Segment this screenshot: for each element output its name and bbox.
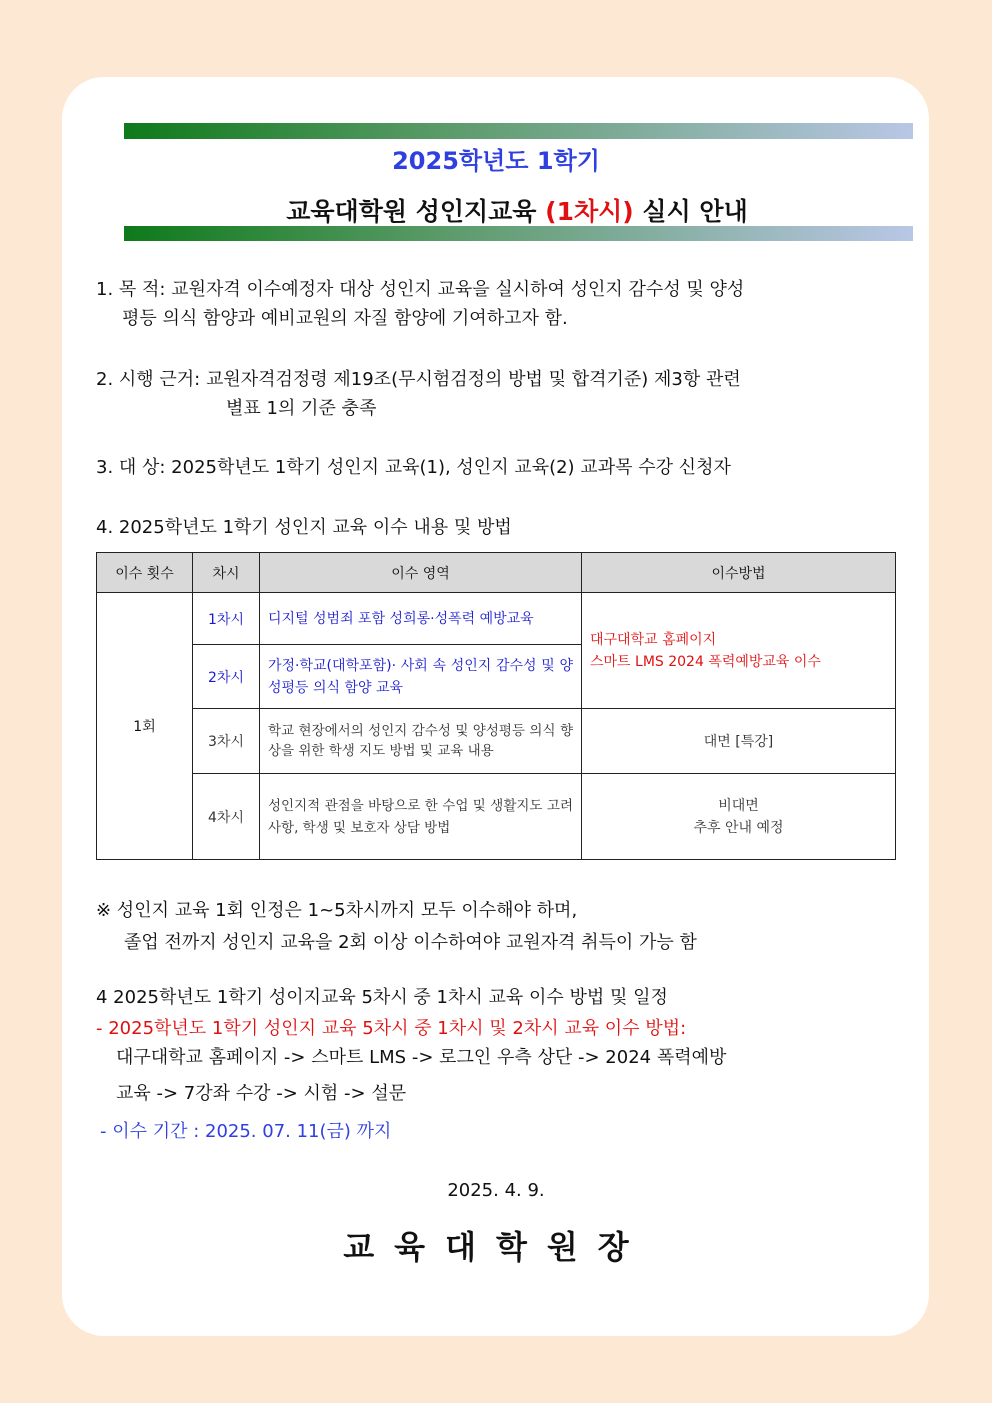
header-area: 이수 영역 xyxy=(260,553,582,593)
title-suffix: 실시 안내 xyxy=(633,197,748,226)
session-cell: 1차시 xyxy=(193,593,260,645)
count-cell: 1회 xyxy=(97,593,193,860)
section-content-heading: 4. 2025학년도 1학기 성인지 교육 이수 내용 및 방법 xyxy=(96,517,512,538)
schedule-path-line2: 교육 -> 7강좌 수강 -> 시험 -> 설문 xyxy=(116,1083,407,1104)
signature: 교육대학원장 xyxy=(343,1228,649,1266)
title-session: (1차시) xyxy=(545,197,634,226)
title-line2 xyxy=(0,192,992,228)
method-line1: 비대면 xyxy=(718,797,759,814)
basis-line1: 2. 시행 근거: 교원자격검정령 제19조(무시험검정의 방법 및 합격기준) 제3항 관련 xyxy=(96,369,741,390)
table-row xyxy=(97,709,896,774)
schedule-heading: 4 2025학년도 1학기 성이지교육 5차시 중 1차시 교육 이수 방법 및 일정 xyxy=(96,987,668,1008)
method-cell xyxy=(582,774,896,860)
schedule-period: - 이수 기간 : 2025. 07. 11(금) 까지 xyxy=(100,1121,392,1142)
title-line1: 2025학년도 1학기 xyxy=(392,147,600,175)
note xyxy=(96,895,697,959)
area-cell: 가정·학교(대학포함)· 사회 속 성인지 감수성 및 양성평등 의식 함양 교육 xyxy=(260,645,582,709)
section-purpose xyxy=(96,275,744,333)
method-cell: 대면 [특강] xyxy=(582,709,896,774)
method-line2: 추후 안내 예정 xyxy=(693,819,784,836)
session-cell: 3차시 xyxy=(193,709,260,774)
session-cell: 4차시 xyxy=(193,774,260,860)
basis-line2: 별표 1의 기준 충족 xyxy=(226,398,377,419)
method-online-line2: 스마트 LMS 2024 폭력예방교육 이수 xyxy=(590,653,821,670)
header-count: 이수 횟수 xyxy=(97,553,193,593)
note-line1: ※ 성인지 교육 1회 인정은 1~5차시까지 모두 이수해야 하며, xyxy=(96,900,578,921)
section-basis xyxy=(96,365,741,423)
area-cell: 성인지적 관점을 바탕으로 한 수업 및 생활지도 고려사항, 학생 및 보호자 상담 방법 xyxy=(260,774,582,860)
table-row xyxy=(97,593,896,645)
table-header-row xyxy=(97,553,896,593)
section-target: 3. 대 상: 2025학년도 1학기 성인지 교육(1), 성인지 교육(2) 교과목 수강 신청자 xyxy=(96,457,731,478)
method-online-cell xyxy=(582,593,896,709)
area-cell: 디지털 성범죄 포함 성희롱·성폭력 예방교육 xyxy=(260,593,582,645)
method-online-line1: 대구대학교 홈페이지 xyxy=(590,631,717,648)
schedule-path-line1: 대구대학교 홈페이지 -> 스마트 LMS -> 로그인 우측 상단 -> 2024 폭력예방 xyxy=(116,1047,727,1068)
purpose-line2: 평등 의식 함양과 예비교원의 자질 함양에 기여하고자 함. xyxy=(122,308,568,329)
area-cell: 학교 현장에서의 성인지 감수성 및 양성평등 의식 향상을 위한 학생 지도 방법 및 교육 내용 xyxy=(260,709,582,774)
title-main: 교육대학원 성인지교육 xyxy=(286,197,546,226)
education-table xyxy=(96,552,896,860)
header-bar-bottom xyxy=(124,226,913,241)
header-method: 이수방법 xyxy=(582,553,896,593)
session-cell: 2차시 xyxy=(193,645,260,709)
document-date: 2025. 4. 9. xyxy=(447,1180,545,1201)
header-session: 차시 xyxy=(193,553,260,593)
table-row xyxy=(97,774,896,860)
purpose-line1: 1. 목 적: 교원자격 이수예정자 대상 성인지 교육을 실시하여 성인지 감수성 및 양성 xyxy=(96,279,745,300)
note-line2: 졸업 전까지 성인지 교육을 2회 이상 이수하여야 교원자격 취득이 가능 함 xyxy=(124,932,697,953)
header-bar-top xyxy=(124,123,913,139)
schedule-method-title: - 2025학년도 1학기 성인지 교육 5차시 중 1차시 및 2차시 교육 이수 방법: xyxy=(96,1018,687,1039)
